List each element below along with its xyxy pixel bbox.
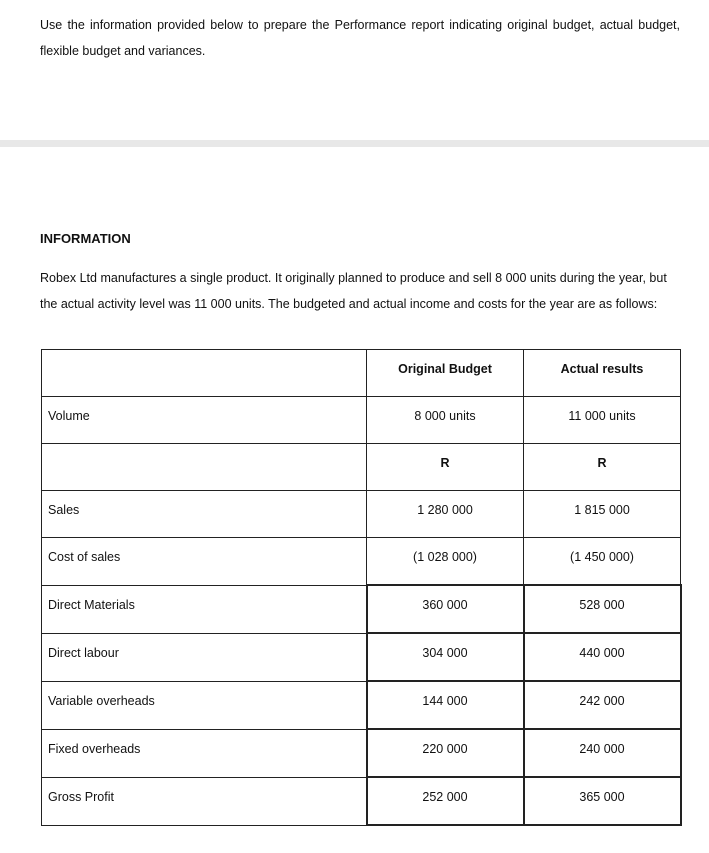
row-label: Sales <box>42 491 367 538</box>
row-label: Variable overheads <box>42 681 367 729</box>
header-blank-cell <box>42 350 367 397</box>
actual-value: 528 000 <box>524 585 681 633</box>
original-value: 304 000 <box>367 633 524 681</box>
actual-value: 242 000 <box>524 681 681 729</box>
actual-value: 11 000 units <box>524 397 681 444</box>
instruction-text: Use the information provided below to prepare the Performance report indicating original budget, actual budget, flexible budget and variances. <box>40 18 680 58</box>
actual-value: 440 000 <box>524 633 681 681</box>
actual-value: 365 000 <box>524 777 681 825</box>
table-row-volume <box>42 397 681 444</box>
header-actual-results: Actual results <box>524 350 681 397</box>
table-row-gross-profit <box>42 777 681 825</box>
information-paragraph: Robex Ltd manufactures a single product. It originally planned to produce and sell 8 000 units during the year, but the actual activity level was 11 000 units. The budgeted and actual income and costs for the year are as follows: <box>40 271 667 311</box>
original-value: 144 000 <box>367 681 524 729</box>
original-value: (1 028 000) <box>367 538 524 586</box>
original-value: 220 000 <box>367 729 524 777</box>
information-heading: INFORMATION <box>40 231 131 246</box>
budget-table <box>41 349 682 826</box>
table-row-variable-overheads <box>42 681 681 729</box>
original-value: 252 000 <box>367 777 524 825</box>
actual-currency: R <box>524 444 681 491</box>
row-label: Fixed overheads <box>42 729 367 777</box>
original-value: 1 280 000 <box>367 491 524 538</box>
table-row-currency <box>42 444 681 491</box>
actual-value: (1 450 000) <box>524 538 681 586</box>
table-row-direct-labour <box>42 633 681 681</box>
table-row-fixed-overheads <box>42 729 681 777</box>
row-label: Cost of sales <box>42 538 367 586</box>
row-label: Gross Profit <box>42 777 367 825</box>
table-row-cost-of-sales <box>42 538 681 586</box>
row-label: Volume <box>42 397 367 444</box>
original-value: 360 000 <box>367 585 524 633</box>
actual-value: 240 000 <box>524 729 681 777</box>
original-value: 8 000 units <box>367 397 524 444</box>
actual-value: 1 815 000 <box>524 491 681 538</box>
row-label <box>42 444 367 491</box>
header-original-budget: Original Budget <box>367 350 524 397</box>
original-currency: R <box>367 444 524 491</box>
row-label: Direct labour <box>42 633 367 681</box>
section-divider <box>0 140 709 147</box>
table-row-sales <box>42 491 681 538</box>
table-header-row <box>42 350 681 397</box>
row-label: Direct Materials <box>42 585 367 633</box>
table-row-direct-materials <box>42 585 681 633</box>
